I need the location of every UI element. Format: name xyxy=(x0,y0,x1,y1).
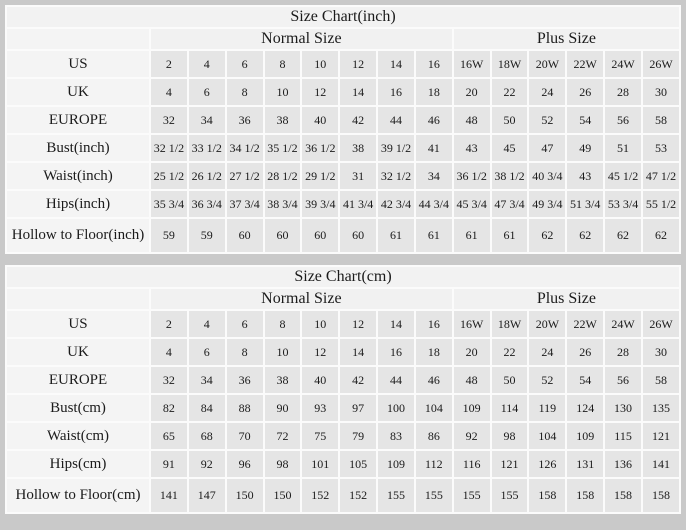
size-cell: 58 xyxy=(643,367,679,393)
title-row xyxy=(7,267,679,287)
size-cell: 45 3/4 xyxy=(454,191,490,217)
size-cell: 51 xyxy=(605,135,641,161)
size-cell: 34 xyxy=(189,107,225,133)
size-cell: 53 xyxy=(643,135,679,161)
chart-title: Size Chart(inch) xyxy=(7,7,679,27)
size-cell: 116 xyxy=(454,451,490,477)
size-cell: 20 xyxy=(454,79,490,105)
size-cell: 20 xyxy=(454,339,490,365)
size-cell: 59 xyxy=(151,219,187,252)
table-row xyxy=(7,107,679,133)
size-cell: 90 xyxy=(265,395,301,421)
table-row xyxy=(7,191,679,217)
size-cell: 101 xyxy=(302,451,338,477)
size-cell: 62 xyxy=(567,219,603,252)
size-cell: 47 xyxy=(529,135,565,161)
table-row xyxy=(7,219,679,252)
size-cell: 83 xyxy=(378,423,414,449)
normal-size-header: Normal Size xyxy=(151,29,452,49)
row-label: Hollow to Floor(inch) xyxy=(7,219,149,252)
size-cell: 28 1/2 xyxy=(265,163,301,189)
row-label: US xyxy=(7,311,149,337)
size-cell: 49 3/4 xyxy=(529,191,565,217)
row-label: Waist(inch) xyxy=(7,163,149,189)
size-cell: 18 xyxy=(416,79,452,105)
plus-size-header: Plus Size xyxy=(454,289,679,309)
size-cell: 61 xyxy=(454,219,490,252)
size-cell: 52 xyxy=(529,367,565,393)
size-cell: 112 xyxy=(416,451,452,477)
size-cell: 48 xyxy=(454,107,490,133)
size-cell: 36 1/2 xyxy=(302,135,338,161)
size-cell: 75 xyxy=(302,423,338,449)
size-cell: 88 xyxy=(227,395,263,421)
size-cell: 26W xyxy=(643,311,679,337)
size-cell: 10 xyxy=(302,51,338,77)
size-cell: 18W xyxy=(492,311,528,337)
size-cell: 20W xyxy=(529,51,565,77)
size-cell: 58 xyxy=(643,107,679,133)
table-row xyxy=(7,479,679,512)
size-cell: 6 xyxy=(227,311,263,337)
size-cell: 16 xyxy=(416,311,452,337)
size-cell: 27 1/2 xyxy=(227,163,263,189)
size-cell: 6 xyxy=(227,51,263,77)
size-cell: 18 xyxy=(416,339,452,365)
row-label: Hips(inch) xyxy=(7,191,149,217)
size-cell: 68 xyxy=(189,423,225,449)
size-cell: 32 xyxy=(151,367,187,393)
size-cell: 42 xyxy=(340,107,376,133)
table-row xyxy=(7,395,679,421)
group-header-row xyxy=(7,289,679,309)
chart-gap xyxy=(5,254,681,265)
corner-cell xyxy=(7,29,149,49)
size-cell: 6 xyxy=(189,339,225,365)
size-cell: 109 xyxy=(454,395,490,421)
size-cell: 105 xyxy=(340,451,376,477)
size-cell: 14 xyxy=(378,51,414,77)
size-cell: 43 xyxy=(454,135,490,161)
size-cell: 10 xyxy=(265,339,301,365)
size-cell: 158 xyxy=(567,479,603,512)
size-cell: 79 xyxy=(340,423,376,449)
size-cell: 47 1/2 xyxy=(643,163,679,189)
size-cell: 56 xyxy=(605,367,641,393)
size-cell: 10 xyxy=(302,311,338,337)
size-cell: 20W xyxy=(529,311,565,337)
size-cell: 30 xyxy=(643,339,679,365)
size-cell: 152 xyxy=(340,479,376,512)
size-cell: 43 xyxy=(567,163,603,189)
size-cell: 61 xyxy=(378,219,414,252)
size-cell: 70 xyxy=(227,423,263,449)
size-cell: 152 xyxy=(302,479,338,512)
size-cell: 92 xyxy=(189,451,225,477)
title-row xyxy=(7,7,679,27)
size-cell: 4 xyxy=(151,79,187,105)
size-cell: 2 xyxy=(151,51,187,77)
size-cell: 36 1/2 xyxy=(454,163,490,189)
row-label: Waist(cm) xyxy=(7,423,149,449)
size-cell: 24 xyxy=(529,339,565,365)
size-cell: 141 xyxy=(643,451,679,477)
size-cell: 46 xyxy=(416,107,452,133)
size-cell: 155 xyxy=(492,479,528,512)
size-cell: 44 xyxy=(378,367,414,393)
size-cell: 8 xyxy=(227,339,263,365)
size-cell: 45 xyxy=(492,135,528,161)
size-cell: 26W xyxy=(643,51,679,77)
size-cell: 60 xyxy=(265,219,301,252)
size-cell: 124 xyxy=(567,395,603,421)
row-label: EUROPE xyxy=(7,107,149,133)
size-cell: 37 3/4 xyxy=(227,191,263,217)
size-cell: 12 xyxy=(302,79,338,105)
size-cell: 16W xyxy=(454,311,490,337)
size-cell: 22 xyxy=(492,79,528,105)
size-cell: 16W xyxy=(454,51,490,77)
size-cell: 100 xyxy=(378,395,414,421)
size-cell: 26 1/2 xyxy=(189,163,225,189)
size-cell: 8 xyxy=(265,311,301,337)
size-cell: 93 xyxy=(302,395,338,421)
size-cell: 12 xyxy=(340,51,376,77)
size-cell: 41 xyxy=(416,135,452,161)
size-cell: 36 xyxy=(227,367,263,393)
size-cell: 60 xyxy=(302,219,338,252)
size-cell: 24W xyxy=(605,311,641,337)
size-cell: 158 xyxy=(605,479,641,512)
size-cell: 40 3/4 xyxy=(529,163,565,189)
row-label: EUROPE xyxy=(7,367,149,393)
size-cell: 61 xyxy=(416,219,452,252)
size-cell: 104 xyxy=(416,395,452,421)
row-label: Hollow to Floor(cm) xyxy=(7,479,149,512)
size-cell: 130 xyxy=(605,395,641,421)
size-cell: 42 xyxy=(340,367,376,393)
size-cell: 155 xyxy=(454,479,490,512)
size-cell: 104 xyxy=(529,423,565,449)
table-row xyxy=(7,311,679,337)
size-cell: 55 1/2 xyxy=(643,191,679,217)
size-cell: 98 xyxy=(265,451,301,477)
size-cell: 126 xyxy=(529,451,565,477)
size-cell: 155 xyxy=(416,479,452,512)
size-cell: 50 xyxy=(492,367,528,393)
size-cell: 8 xyxy=(265,51,301,77)
size-cell: 51 3/4 xyxy=(567,191,603,217)
size-cell: 8 xyxy=(227,79,263,105)
size-cell: 86 xyxy=(416,423,452,449)
group-header-row xyxy=(7,29,679,49)
size-cell: 119 xyxy=(529,395,565,421)
size-cell: 65 xyxy=(151,423,187,449)
size-cell: 91 xyxy=(151,451,187,477)
size-cell: 34 xyxy=(416,163,452,189)
size-cell: 12 xyxy=(340,311,376,337)
size-cell: 36 xyxy=(227,107,263,133)
size-cell: 115 xyxy=(605,423,641,449)
size-cell: 155 xyxy=(378,479,414,512)
size-cell: 121 xyxy=(643,423,679,449)
row-label: UK xyxy=(7,79,149,105)
size-cell: 29 1/2 xyxy=(302,163,338,189)
size-cell: 46 xyxy=(416,367,452,393)
size-cell: 22W xyxy=(567,311,603,337)
table-row xyxy=(7,339,679,365)
size-cell: 158 xyxy=(529,479,565,512)
size-cell: 147 xyxy=(189,479,225,512)
size-cell: 32 1/2 xyxy=(378,163,414,189)
size-cell: 32 xyxy=(151,107,187,133)
size-cell: 6 xyxy=(189,79,225,105)
size-cell: 31 xyxy=(340,163,376,189)
size-cell: 32 1/2 xyxy=(151,135,187,161)
size-cell: 62 xyxy=(605,219,641,252)
table-row xyxy=(7,367,679,393)
size-cell: 26 xyxy=(567,79,603,105)
size-cell: 40 xyxy=(302,107,338,133)
table-row xyxy=(7,51,679,77)
normal-size-header: Normal Size xyxy=(151,289,452,309)
size-cell: 44 3/4 xyxy=(416,191,452,217)
size-cell: 4 xyxy=(189,311,225,337)
size-cell: 109 xyxy=(567,423,603,449)
size-cell: 109 xyxy=(378,451,414,477)
size-cell: 62 xyxy=(643,219,679,252)
size-cell: 82 xyxy=(151,395,187,421)
size-cell: 52 xyxy=(529,107,565,133)
size-cell: 14 xyxy=(340,339,376,365)
size-cell: 48 xyxy=(454,367,490,393)
size-cell: 45 1/2 xyxy=(605,163,641,189)
size-cell: 38 3/4 xyxy=(265,191,301,217)
size-cell: 16 xyxy=(378,79,414,105)
size-cell: 97 xyxy=(340,395,376,421)
size-cell: 14 xyxy=(378,311,414,337)
size-cell: 33 1/2 xyxy=(189,135,225,161)
size-cell: 53 3/4 xyxy=(605,191,641,217)
size-cell: 59 xyxy=(189,219,225,252)
corner-cell xyxy=(7,289,149,309)
size-cell: 72 xyxy=(265,423,301,449)
size-cell: 131 xyxy=(567,451,603,477)
size-cell: 150 xyxy=(227,479,263,512)
size-cell: 16 xyxy=(378,339,414,365)
size-cell: 47 3/4 xyxy=(492,191,528,217)
table-row xyxy=(7,135,679,161)
size-cell: 30 xyxy=(643,79,679,105)
size-cell: 38 xyxy=(265,367,301,393)
size-cell: 4 xyxy=(151,339,187,365)
row-label: Bust(inch) xyxy=(7,135,149,161)
size-cell: 61 xyxy=(492,219,528,252)
size-cell: 10 xyxy=(265,79,301,105)
size-cell: 40 xyxy=(302,367,338,393)
size-cell: 135 xyxy=(643,395,679,421)
row-label: Bust(cm) xyxy=(7,395,149,421)
size-cell: 84 xyxy=(189,395,225,421)
size-cell: 96 xyxy=(227,451,263,477)
size-cell: 42 3/4 xyxy=(378,191,414,217)
size-cell: 34 xyxy=(189,367,225,393)
size-cell: 60 xyxy=(227,219,263,252)
size-cell: 2 xyxy=(151,311,187,337)
size-cell: 25 1/2 xyxy=(151,163,187,189)
size-cell: 14 xyxy=(340,79,376,105)
size-cell: 141 xyxy=(151,479,187,512)
size-cell: 150 xyxy=(265,479,301,512)
plus-size-header: Plus Size xyxy=(454,29,679,49)
size-chart-inch-table xyxy=(5,5,681,254)
size-cell: 35 3/4 xyxy=(151,191,187,217)
row-label: Hips(cm) xyxy=(7,451,149,477)
size-cell: 38 1/2 xyxy=(492,163,528,189)
size-cell: 16 xyxy=(416,51,452,77)
size-cell: 26 xyxy=(567,339,603,365)
table-row xyxy=(7,451,679,477)
table-row xyxy=(7,79,679,105)
size-cell: 44 xyxy=(378,107,414,133)
size-cell: 35 1/2 xyxy=(265,135,301,161)
size-cell: 38 xyxy=(340,135,376,161)
size-cell: 28 xyxy=(605,79,641,105)
size-cell: 49 xyxy=(567,135,603,161)
size-cell: 34 1/2 xyxy=(227,135,263,161)
size-cell: 12 xyxy=(302,339,338,365)
size-cell: 98 xyxy=(492,423,528,449)
size-cell: 60 xyxy=(340,219,376,252)
size-cell: 36 3/4 xyxy=(189,191,225,217)
size-cell: 39 1/2 xyxy=(378,135,414,161)
row-label: US xyxy=(7,51,149,77)
size-cell: 22W xyxy=(567,51,603,77)
size-cell: 62 xyxy=(529,219,565,252)
size-cell: 4 xyxy=(189,51,225,77)
table-row xyxy=(7,423,679,449)
size-cell: 114 xyxy=(492,395,528,421)
size-cell: 24 xyxy=(529,79,565,105)
size-cell: 38 xyxy=(265,107,301,133)
size-cell: 92 xyxy=(454,423,490,449)
size-cell: 121 xyxy=(492,451,528,477)
size-chart-cm-table xyxy=(5,265,681,514)
size-cell: 54 xyxy=(567,107,603,133)
chart-title: Size Chart(cm) xyxy=(7,267,679,287)
size-cell: 158 xyxy=(643,479,679,512)
size-cell: 54 xyxy=(567,367,603,393)
size-cell: 50 xyxy=(492,107,528,133)
row-label: UK xyxy=(7,339,149,365)
size-cell: 41 3/4 xyxy=(340,191,376,217)
size-cell: 136 xyxy=(605,451,641,477)
size-cell: 28 xyxy=(605,339,641,365)
size-cell: 56 xyxy=(605,107,641,133)
size-cell: 24W xyxy=(605,51,641,77)
size-cell: 39 3/4 xyxy=(302,191,338,217)
size-cell: 18W xyxy=(492,51,528,77)
table-row xyxy=(7,163,679,189)
size-cell: 22 xyxy=(492,339,528,365)
